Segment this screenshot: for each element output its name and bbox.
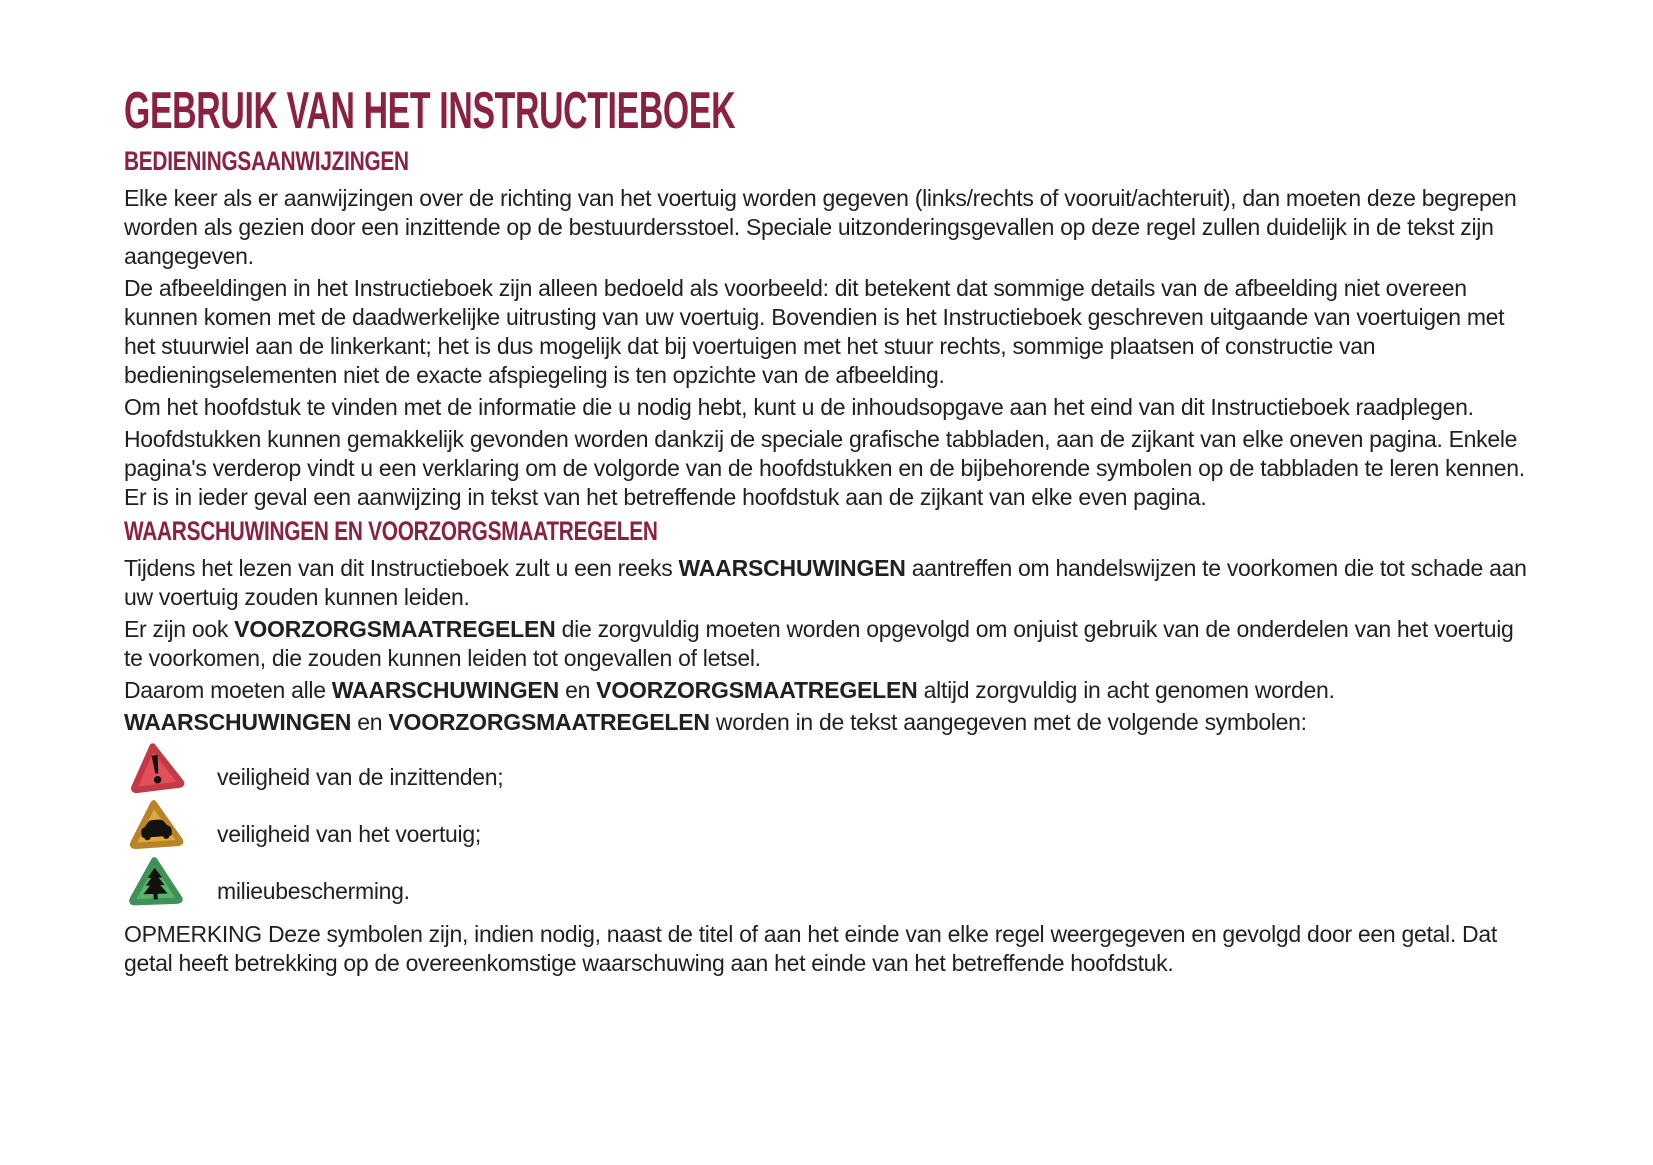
paragraph: Daarom moeten alle WAARSCHUWINGEN en VOORZORGSMAATREGELEN altijd zorgvuldig in acht genomen worden. bbox=[124, 677, 1335, 703]
paragraph: Elke keer als er aanwijzingen over de richting van het voertuig worden gegeven (links/rechts of vooruit/achteruit), dan moeten deze begrepen worden als gezien door een inzittende op de bestuurdersstoel. Speciale uitzonderingsgevallen op deze regel zullen duidelijk in de tekst zijn aangegeven. bbox=[124, 185, 1517, 269]
paragraph: Hoofdstukken kunnen gemakkelijk gevonden worden dankzij de speciale grafische tabbladen, aan de zijkant van elke oneven pagina. Enkele pagina's verderop vindt u een verklaring om de volgorde van de hoofdstukken en de bijbehorende symbolen op de tabbladen te leren kennen. Er is in ieder geval een aanwijzing in tekst van het betreffende hoofdstuk aan de zijkant van elke even pagina. bbox=[124, 426, 1525, 510]
section-heading-bedieningsaanwijzingen: BEDIENINGSAANWIJZINGEN bbox=[124, 146, 409, 176]
section-heading-waarschuwingen: WAARSCHUWINGEN EN VOORZORGSMAATREGELEN bbox=[124, 516, 658, 546]
paragraph: Tijdens het lezen van dit Instructieboek zult u een reeks WAARSCHUWINGEN aantreffen om handelswijzen te voorkomen die tot schade aan uw voertuig zouden kunnen leiden. bbox=[124, 555, 1527, 610]
symbol-row-occupant-safety bbox=[124, 740, 1534, 792]
warning-symbols-list bbox=[124, 740, 1534, 906]
paragraph: Er zijn ook VOORZORGSMAATREGELEN die zorgvuldig moeten worden opgevolgd om onjuist gebruik van de onderdelen van het voertuig te voorkomen, die zouden kunnen leiden tot ongevallen of letsel. bbox=[124, 616, 1514, 671]
warning-triangle-car-icon bbox=[122, 795, 187, 851]
section-bedieningsaanwijzingen bbox=[124, 148, 1534, 512]
symbol-label: milieubescherming. bbox=[217, 878, 410, 904]
warning-triangle-tree-icon bbox=[123, 853, 187, 907]
section-body bbox=[124, 184, 1534, 512]
paragraph: Om het hoofdstuk te vinden met de informatie die u nodig hebt, kunt u de inhoudsopgave aan het eind van dit Instructieboek raadplegen. bbox=[124, 394, 1474, 420]
page-title: GEBRUIK VAN HET INSTRUCTIEBOEK bbox=[124, 82, 736, 140]
paragraph: OPMERKING Deze symbolen zijn, indien nodig, naast de titel of aan het einde van elke regel weergegeven en gevolgd door een getal. Dat getal heeft betrekking op de overeenkomstige waarschuwing aan het einde van het betreffende hoofdstuk. bbox=[124, 921, 1497, 976]
symbol-row-environment bbox=[124, 854, 1534, 906]
section-waarschuwingen-en-voorzorgsmaatregelen bbox=[124, 518, 1534, 978]
paragraph: WAARSCHUWINGEN en VOORZORGSMAATREGELEN worden in de tekst aangegeven met de volgende symbolen: bbox=[124, 709, 1307, 735]
symbol-label: veiligheid van het voertuig; bbox=[217, 821, 481, 847]
paragraph: De afbeeldingen in het Instructieboek zijn alleen bedoeld als voorbeeld: dit betekent dat sommige details van de afbeelding niet overeen kunnen komen met de daadwerkelijke uitrusting van uw voertuig. Bovendien is het Instructieboek geschreven uitgaande van voertuigen met het stuurwiel aan de linkerkant; het is dus mogelijk dat bij voertuigen met het stuur rechts, sommige plaatsen of constructie van bedieningselementen niet de exacte afspiegeling is ten opzichte van de afbeelding. bbox=[124, 275, 1505, 388]
symbol-row-vehicle-safety bbox=[124, 797, 1534, 849]
warning-triangle-exclamation-icon bbox=[121, 736, 189, 795]
symbol-label: veiligheid van de inzittenden; bbox=[217, 764, 504, 790]
note-paragraph bbox=[124, 920, 1534, 978]
section-body bbox=[124, 554, 1534, 737]
